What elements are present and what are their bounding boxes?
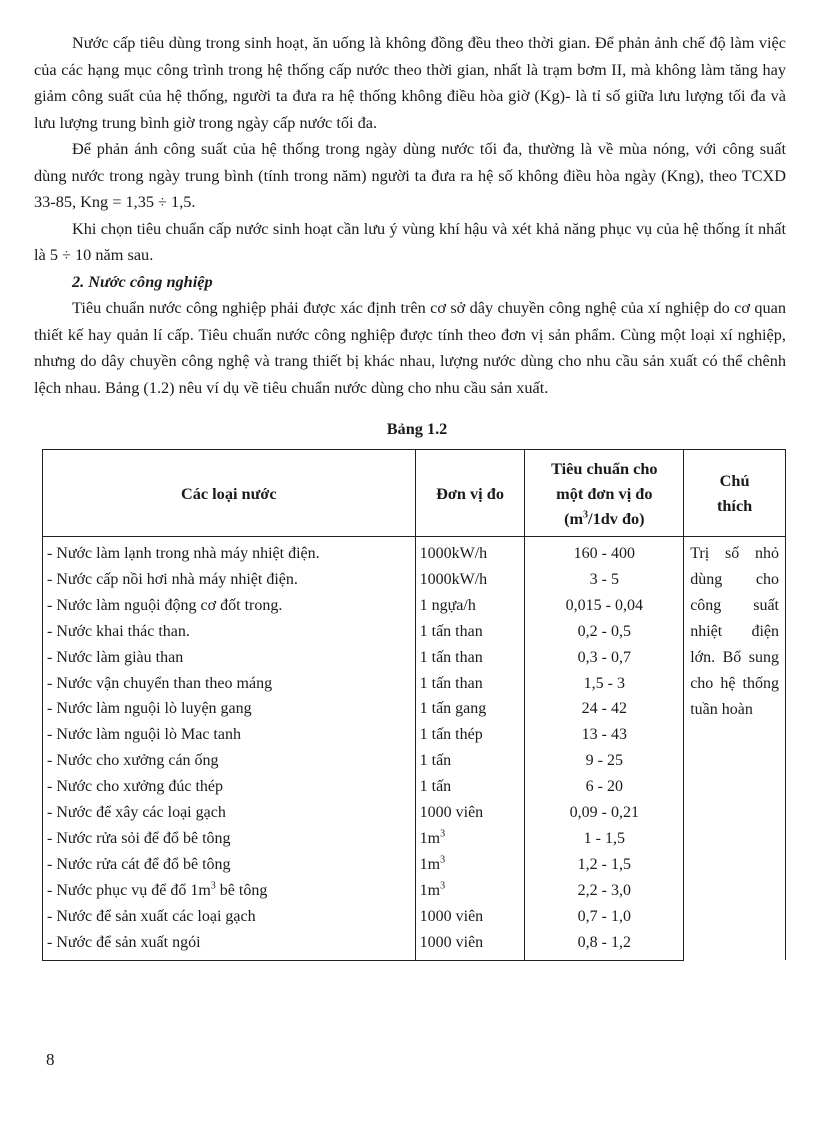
table-row: [43, 593, 786, 619]
cell-water-type: - Nước phục vụ để đổ $1m^3$ bê tông: [43, 878, 416, 904]
cell-value: 0,2 - 0,5: [525, 619, 684, 645]
page-content: [34, 30, 786, 961]
cell-value: 0,09 - 0,21: [525, 800, 684, 826]
cell-unit: 1000 viên: [415, 800, 525, 826]
cell-unit: 1 tấn: [415, 748, 525, 774]
paragraph-3: Khi chọn tiêu chuẩn cấp nước sinh hoạt cần lưu ý vùng khí hậu và xét khả năng phục vụ của hệ thống ít nhất là 5 ÷ 10 năm sau.: [34, 218, 786, 264]
cell-water-type: - Nước cho xưởng đúc thép: [43, 774, 416, 800]
cell-value: 0,015 - 0,04: [525, 593, 684, 619]
table-row: [43, 852, 786, 878]
cell-value: 1,5 - 3: [525, 671, 684, 697]
cell-water-type: - Nước làm nguội động cơ đốt trong.: [43, 593, 416, 619]
water-standards-table: [42, 449, 786, 961]
paragraph-2: Để phản ánh công suất của hệ thống trong ngày dùng nước tối đa, thường là về mùa nóng, với công suất dùng nước trong ngày trung bình (tính trong năm) người ta đưa ra hệ số không điều hòa ngày (Kng), theo TCXD 33-85, Kng = 1,35 ÷ 1,5.: [34, 139, 786, 211]
cell-water-type: - Nước để sản xuất ngói: [43, 930, 416, 960]
cell-value: 2,2 - 3,0: [525, 878, 684, 904]
cell-unit: 1000kW/h: [415, 567, 525, 593]
cell-value: 0,7 - 1,0: [525, 904, 684, 930]
table-row: [43, 878, 786, 904]
cell-value: 3 - 5: [525, 567, 684, 593]
cell-water-type: - Nước làm giàu than: [43, 645, 416, 671]
table-row: [43, 619, 786, 645]
table-row: [43, 696, 786, 722]
cell-unit: 1000 viên: [415, 930, 525, 960]
cell-value: 9 - 25: [525, 748, 684, 774]
cell-water-type: - Nước làm nguội lò luyện gang: [43, 696, 416, 722]
cell-unit: 1 tấn: [415, 774, 525, 800]
cell-water-type: - Nước làm lạnh trong nhà máy nhiệt điện.: [43, 537, 416, 567]
cell-value: 24 - 42: [525, 696, 684, 722]
cell-unit: 1 tấn gang: [415, 696, 525, 722]
cell-water-type: - Nước làm nguội lò Mac tanh: [43, 722, 416, 748]
table-row: [43, 567, 786, 593]
cell-note: Trị số nhỏ dùng cho công suất nhiệt điện lớn. Bổ sung cho hệ thống tuần hoàn: [684, 537, 786, 961]
cell-value: 1,2 - 1,5: [525, 852, 684, 878]
cell-unit: 1 tấn than: [415, 645, 525, 671]
cell-water-type: - Nước cấp nồi hơi nhà máy nhiệt điện.: [43, 567, 416, 593]
table-body: [43, 537, 786, 961]
table-header-row: [43, 450, 786, 537]
table-row: [43, 826, 786, 852]
table-row: [43, 774, 786, 800]
cell-unit: $1m^3$: [415, 826, 525, 852]
cell-value: 13 - 43: [525, 722, 684, 748]
table-row: [43, 800, 786, 826]
cell-value: 0,3 - 0,7: [525, 645, 684, 671]
table-row: [43, 930, 786, 960]
cell-value: 6 - 20: [525, 774, 684, 800]
header-water-type: Các loại nước: [43, 450, 416, 537]
cell-unit: 1 tấn than: [415, 671, 525, 697]
cell-value: 1 - 1,5: [525, 826, 684, 852]
cell-unit: 1000kW/h: [415, 537, 525, 567]
cell-water-type: - Nước khai thác than.: [43, 619, 416, 645]
cell-unit: 1 ngựa/h: [415, 593, 525, 619]
cell-unit: 1000 viên: [415, 904, 525, 930]
table-row: [43, 645, 786, 671]
header-standard: Tiêu chuẩn cho một đơn vị đo ($m^3/1dv$ đo): [525, 450, 684, 537]
paragraph-1: Nước cấp tiêu dùng trong sinh hoạt, ăn uống là không đồng đều theo thời gian. Để phản ảnh chế độ làm việc của các hạng mục công trình trong hệ thống cấp nước theo thời gian, nhất là trạm bơm II, mà không làm tăng hay giảm công suất của hệ thống, người ta đưa ra hệ thống không điều hòa giờ (Kg)- là tỉ số giữa lưu lượng tối đa và lưu lượng trung bình giờ trong ngày cấp nước tối đa.: [34, 33, 786, 132]
cell-value: 160 - 400: [525, 537, 684, 567]
cell-unit: $1m^3$: [415, 852, 525, 878]
section-heading: 2. Nước công nghiệp: [72, 271, 213, 291]
cell-water-type: - Nước vận chuyển than theo máng: [43, 671, 416, 697]
table-row: [43, 671, 786, 697]
table-caption: Bảng 1.2: [386, 419, 448, 438]
cell-value: 0,8 - 1,2: [525, 930, 684, 960]
cell-unit: $1m^3$: [415, 878, 525, 904]
table-row: [43, 748, 786, 774]
header-unit: Đơn vị đo: [415, 450, 525, 537]
table-row: [43, 722, 786, 748]
cell-water-type: - Nước để xây các loại gạch: [43, 800, 416, 826]
cell-water-type: - Nước rửa sỏi để đổ bê tông: [43, 826, 416, 852]
header-note: Chú thích: [684, 450, 786, 537]
cell-water-type: - Nước rửa cát để đổ bê tông: [43, 852, 416, 878]
page-number: 8: [46, 1050, 55, 1069]
cell-water-type: - Nước để sản xuất các loại gạch: [43, 904, 416, 930]
section-paragraph: Tiêu chuẩn nước công nghiệp phải được xác định trên cơ sở dây chuyền công nghệ của xí nghiệp do cơ quan thiết kế hay quản lí cấp. Tiêu chuẩn nước công nghiệp được tính theo đơn vị sản phẩm. Cùng một loại xí nghiệp, nhưng do dây chuyền công nghệ và trang thiết bị khác nhau, lượng nước dùng cho nhu cầu sản xuất có thể chênh lệch nhau. Bảng (1.2) nêu ví dụ về tiêu chuẩn nước dùng cho nhu cầu sản xuất.: [34, 298, 786, 397]
table-row: [43, 904, 786, 930]
cell-unit: 1 tấn thép: [415, 722, 525, 748]
table-row: [43, 537, 786, 567]
cell-water-type: - Nước cho xưởng cán ống: [43, 748, 416, 774]
cell-unit: 1 tấn than: [415, 619, 525, 645]
